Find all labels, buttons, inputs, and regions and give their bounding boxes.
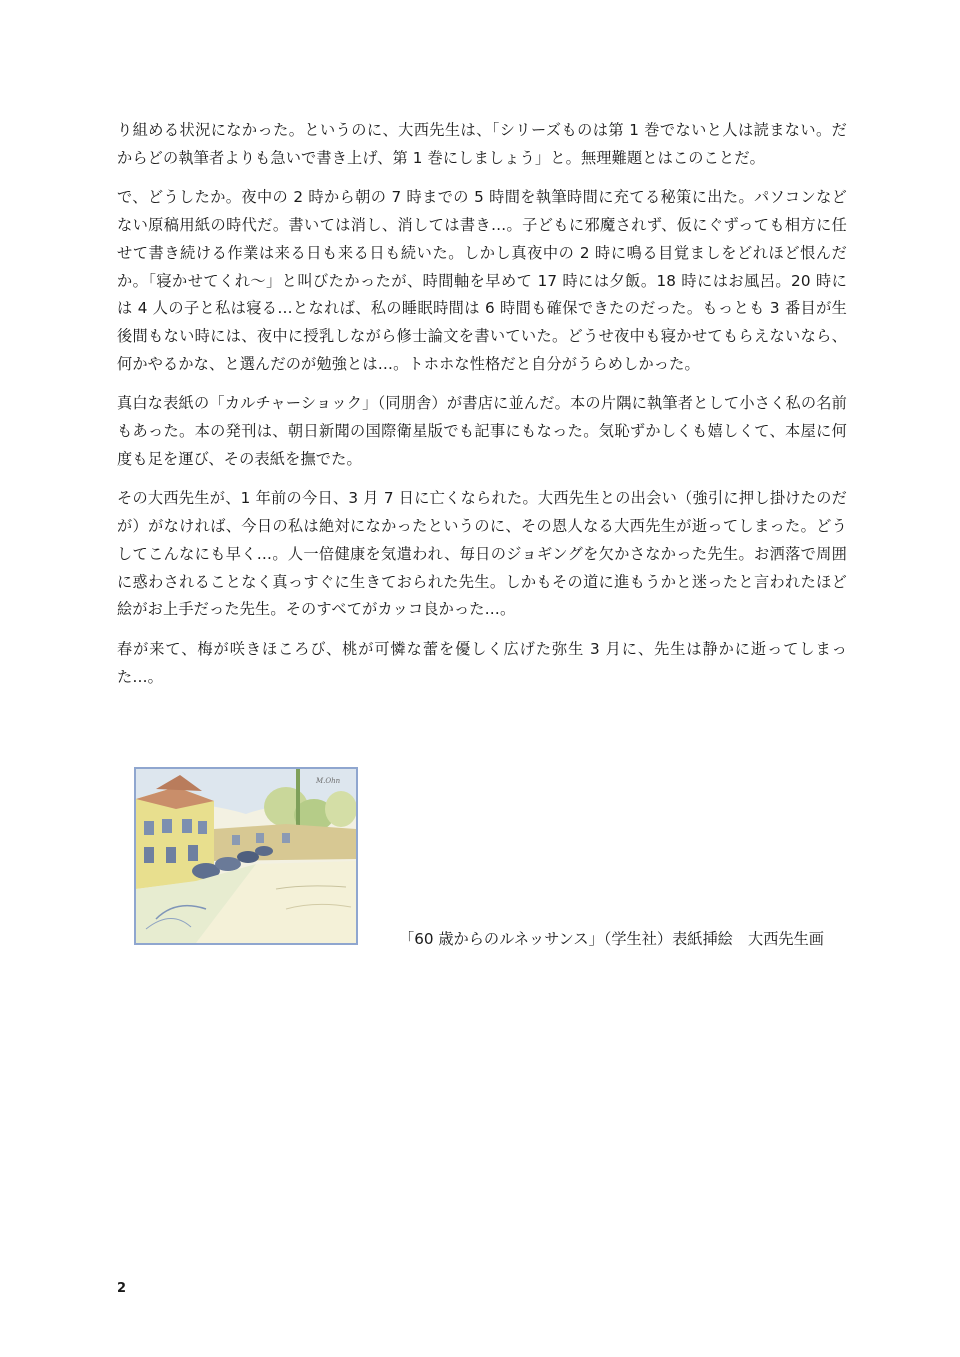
paragraph-5: 春が来て、梅が咲きほころび、桃が可憐な蕾を優しく広げた弥生 3 月に、先生は静かに逝ってしまった…。 xyxy=(117,639,847,686)
page-number: 2 xyxy=(117,1281,127,1296)
paragraph-1: り組める状況になかった。というのに、大西先生は、「シリーズものは第 1 巻でないと人は読まない。だからどの執筆者よりも急いで書き上げ、第 1 巻にしましょう」と。無理難題とはこのことだ。 xyxy=(117,121,847,167)
book-cover-illustration xyxy=(134,767,358,945)
illustration-caption: 「60 歳からのルネッサンス」（学生社）表紙挿絵 大西先生画 xyxy=(399,930,824,948)
paragraph-3: 真白な表紙の「カルチャーショック」（同朋舎）が書店に並んだ。本の片隅に執筆者として小さく私の名前もあった。本の発刊は、朝日新聞の国際衛星版でも記事にもなった。気恥ずかしくも嬉しくて、本屋に何度も足を運び、その表紙を撫でた。 xyxy=(117,394,847,468)
illustration-signature: M.Ohn xyxy=(316,777,341,785)
paragraph-2: で、どうしたか。夜中の 2 時から朝の 7 時までの 5 時間を執筆時間に充てる秘策に出た。パソコンなどない原稿用紙の時代だ。書いては消し、消しては書き…。子どもに邪魔されず、仮にぐずっても相方に任せて書き続ける作業は来る日も来る日も続いた。しかし真夜中の 2 時に鳴る目覚ましをどれほど恨んだか。「寝かせてくれ～」と叫びたかったが、時間軸を早めて 17 時には夕飯。18 時にはお風呂。20 時には 4 人の子と私は寝る…となれば、私の睡眠時間は 6 時間も確保できたのだった。もっとも 3 番目が生後間もない時には、夜中に授乳しながら修士論文を書いていた。どうせ夜中も寝かせてもらえないなら、何かやるかな、と選んだのが勉強とは…。トホホな性格だと自分がうらめしかった。 xyxy=(117,188,847,373)
paragraph-4: その大西先生が、1 年前の今日、3 月 7 日に亡くなられた。大西先生との出会い（強引に押し掛けたのだが）がなければ、今日の私は絶対になかったというのに、その恩人なる大西先生が逝ってしまった。どうしてこんなにも早く…。人一倍健康を気遣われ、毎日のジョギングを欠かさなかった先生。お洒落で周囲に惑わされることなく真っすぐに生きておられた先生。しかもその道に進もうかと迷ったと言われたほど絵がお上手だった先生。そのすべてがカッコ良かった…。 xyxy=(117,489,847,619)
body-text xyxy=(117,117,847,703)
